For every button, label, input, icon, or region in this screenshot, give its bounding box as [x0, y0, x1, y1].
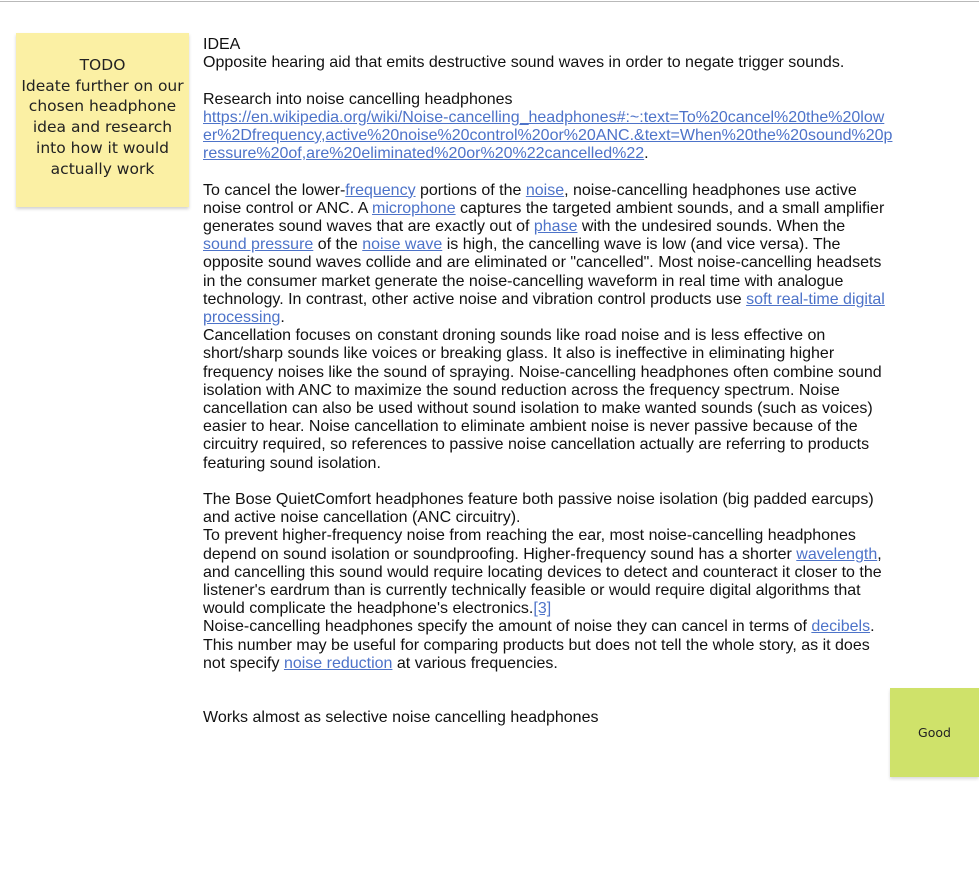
idea-text: Opposite hearing aid that emits destructive sound waves in order to negate trigger sounds. — [203, 54, 845, 72]
text: portions of the — [415, 181, 526, 199]
paragraph-high-frequency — [203, 527, 893, 618]
sticky-note-good-label: Good — [918, 725, 951, 740]
paragraph-anc — [203, 182, 893, 328]
link-frequency[interactable]: frequency — [345, 181, 416, 199]
text: with the undesired sounds. When the — [577, 218, 846, 235]
research-link-paragraph — [203, 109, 893, 164]
link-sound-pressure[interactable]: sound pressure — [203, 236, 314, 254]
sticky-note-todo[interactable]: TODO Ideate further on our chosen headphone idea and research into how it would actually work — [16, 33, 189, 207]
text: , and cancelling this sound would require locating devices to detect and counteract it closer to the listener's eardrum than is currently technically feasible or would require digital algorithms that would complicate the headphone's electronics. — [203, 545, 882, 618]
idea-heading: IDEA — [203, 36, 241, 53]
research-link[interactable]: https://en.wikipedia.org/wiki/Noise-cancelling_headphones#:~:text=To%20cancel%20the%20lower%2Dfrequency,active%20noise%20control%20or%20ANC.&text=When%20the%20sound%20pressure%20of,are%20eliminated%20or%20%22cancelled%22 — [203, 108, 893, 163]
research-heading: Research into noise cancelling headphones — [203, 90, 513, 108]
citation-link[interactable]: [3] — [533, 600, 552, 618]
text: . This number may be useful for comparing products but does not tell the whole story, as it does not specify — [203, 618, 875, 672]
sticky-note-good[interactable] — [890, 688, 979, 777]
link-soft-real-time-digital-processing[interactable]: soft real-time digital processing — [203, 290, 885, 327]
conclusion-text: Works almost as selective noise cancelling headphones — [203, 709, 599, 727]
paragraph-decibels — [203, 618, 893, 673]
link-noise-reduction[interactable]: noise reduction — [283, 654, 393, 672]
text: To cancel the lower- — [203, 181, 346, 199]
text: is high, the cancelling wave is low (and vice versa). The opposite sound waves collide and are eliminated or "cancelled". Most noise-cancelling headsets in the consumer market generate the noise-cancelling waveform in real time with analogue technology. In contrast, other active noise and vibration control products use — [203, 236, 882, 308]
text: To prevent higher-frequency noise from reaching the ear, most noise-cancelling headphones depend on sound isolation or soundproofing. Higher-frequency sound has a shorter — [203, 527, 856, 563]
text: Noise-cancelling headphones specify the amount of noise they can cancel in terms of — [203, 618, 812, 636]
link-decibels[interactable]: decibels — [811, 618, 871, 636]
paragraph-cancellation: Cancellation focuses on constant droning sounds like road noise and is less effective on short/sharp sounds like voices or breaking glass. It also is ineffective in eliminating higher frequency noises like the sound of spraying. Noise-cancelling headphones often combine sound isolation with ANC to maximize the sound reduction across the frequency spectrum. Noise cancellation can also be used without sound isolation to make wanted sounds (such as voices) easier to hear. Noise cancellation to eliminate ambient noise is never passive because of the circuitry required, so references to passive noise cancellation actually are referring to products featuring sound isolation. — [203, 327, 882, 472]
text: , noise-cancelling headphones use active noise control or ANC. A — [203, 181, 857, 217]
top-divider — [0, 1, 979, 2]
text: at various frequencies. — [392, 654, 558, 672]
paragraph-bose: The Bose QuietComfort headphones feature both passive noise isolation (big padded earcups) and active noise cancellation (ANC circuitry). — [203, 491, 874, 527]
link-phase[interactable]: phase — [533, 218, 578, 235]
link-wavelength[interactable]: wavelength — [796, 545, 878, 563]
link-noise-wave[interactable]: noise wave — [362, 236, 443, 254]
link-microphone[interactable]: microphone — [371, 199, 456, 217]
document-body — [203, 36, 893, 728]
link-noise[interactable]: noise — [525, 181, 565, 199]
text: captures the targeted ambient sounds, and a small amplifier generates sound waves that are exactly out of — [203, 199, 885, 235]
text: . — [280, 309, 285, 327]
text: of the — [313, 236, 363, 254]
research-link-period: . — [644, 145, 649, 163]
